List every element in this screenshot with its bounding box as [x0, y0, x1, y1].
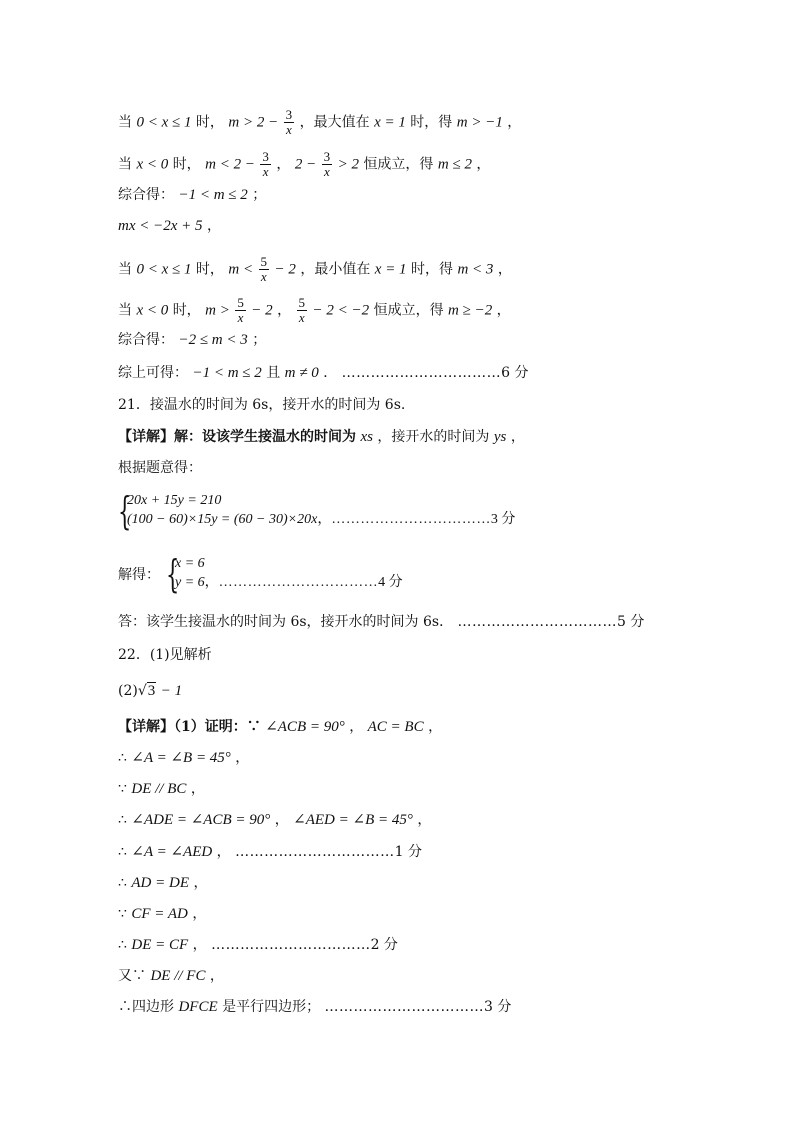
math: m < 3: [457, 261, 494, 278]
math: DFCE: [178, 999, 218, 1015]
fraction-denominator: x: [324, 164, 330, 179]
math: > 2: [337, 156, 359, 173]
fraction-numerator: 3: [323, 149, 331, 164]
score-label: 3 分: [490, 512, 516, 527]
solution-label-row: [118, 566, 160, 584]
fraction: [322, 150, 333, 179]
proof-step: [118, 998, 511, 1016]
fraction: [284, 108, 295, 137]
text: ，: [190, 781, 205, 797]
proof-step: [118, 749, 249, 767]
text: ，: [417, 812, 432, 828]
math: m ≤ 2: [437, 156, 472, 173]
proof-step: [118, 811, 431, 829]
text: ∴: [118, 875, 127, 891]
fraction: [260, 150, 271, 179]
line-inequality-mx: [118, 217, 221, 235]
math: DE // BC: [131, 781, 187, 797]
text: 又∵: [118, 968, 146, 984]
text: 当: [118, 302, 132, 319]
line-combined-1: [118, 186, 266, 204]
fraction-denominator: x: [260, 269, 267, 284]
question-22-part-2: [118, 682, 182, 700]
equation-system-1: [118, 489, 538, 533]
question-22-part-1: [118, 646, 212, 664]
text: 是平行四边形；: [222, 999, 321, 1015]
math: AD = DE: [131, 875, 189, 891]
text: ，: [274, 812, 289, 828]
math: ∠AED = ∠B = 45°: [293, 812, 413, 828]
line-case-x-lt-0-second: [118, 296, 511, 325]
fraction-numerator: 3: [285, 107, 293, 122]
equation-line-1: 20x + 15y = 210: [127, 493, 222, 508]
score-label: 6 分: [501, 365, 529, 381]
text: ，: [507, 114, 522, 131]
line-answer-21: [118, 613, 644, 631]
line-combined-2: [118, 331, 266, 349]
equation-system-2: [166, 552, 466, 596]
text: ∴: [118, 812, 127, 828]
text: 恒成立，得: [363, 156, 434, 173]
line-case-0-lt-x-le-1: [118, 108, 521, 137]
math: ∠ACB = 90°: [265, 719, 345, 735]
text: ，: [206, 218, 221, 234]
leader-dots: ……………………………: [211, 937, 371, 953]
math: − 2: [251, 302, 273, 319]
text: ，最小值在: [300, 261, 371, 278]
text: ，: [192, 906, 207, 922]
proof-step: [118, 936, 398, 954]
math: −2 ≤ m < 3: [178, 332, 248, 348]
text: 当: [118, 156, 132, 173]
proof-step: [118, 967, 224, 985]
line-detail-22: [118, 718, 442, 736]
text: 恒成立，得: [373, 302, 444, 319]
math: DE // FC: [150, 968, 206, 984]
math: 0 < x ≤ 1: [136, 261, 192, 278]
math: x < 0: [136, 302, 169, 319]
text: 且: [266, 365, 281, 381]
math: −1 < m ≤ 2: [178, 187, 248, 203]
leader-dots: ……………………………: [218, 575, 379, 590]
fraction-denominator: x: [237, 310, 244, 325]
math: m >: [205, 302, 230, 319]
math: − 1: [160, 683, 183, 699]
math: ∠ADE = ∠ACB = 90°: [131, 812, 271, 828]
score-label: 1 分: [394, 844, 422, 860]
text: 【详解】（1）证明：∵: [118, 719, 261, 735]
text: ，: [235, 750, 250, 766]
text: ∵: [118, 906, 127, 922]
proof-step: [118, 780, 205, 798]
math: 0 < x ≤ 1: [136, 114, 192, 131]
line-conclusion: [118, 364, 529, 382]
math: 2 −: [294, 156, 317, 173]
text: ，: [349, 719, 364, 735]
text: 答：该学生接温水的时间为 6s，接开水的时间为 6s．: [118, 614, 454, 630]
question-21-answer: [118, 396, 405, 414]
math: m <: [228, 261, 254, 278]
text: ，最大值在: [299, 114, 370, 131]
leader-dots: ……………………………: [235, 844, 395, 860]
leader-dots: ……………………………: [457, 614, 618, 630]
text: (2): [118, 683, 138, 699]
fraction-denominator: x: [298, 310, 305, 325]
text: 【详解】解：设该学生接温水的时间为: [118, 429, 356, 445]
math: DE = CF: [131, 937, 189, 953]
text: 根据题意得：: [118, 460, 202, 476]
text: 21．接温水的时间为 6s，接开水的时间为 6s.: [118, 397, 406, 413]
line-according: [118, 459, 202, 477]
text: ，: [192, 937, 207, 953]
line-case-x-lt-0: [118, 150, 490, 179]
sqrt-value: 3: [147, 683, 156, 699]
math: m > 2 −: [228, 114, 279, 131]
text: ；: [252, 332, 267, 348]
text: 22．(1)见解析: [118, 647, 212, 663]
brace-icon: {: [118, 489, 132, 533]
math: ∠A = ∠AED: [131, 844, 213, 860]
math: m ≥ −2: [448, 302, 493, 319]
text: 综合得：: [118, 187, 174, 203]
solution-y: y = 6: [175, 575, 205, 590]
fraction-denominator: x: [262, 164, 269, 179]
text: ，: [428, 719, 443, 735]
text: ，: [204, 575, 219, 590]
text: ，: [276, 156, 291, 173]
text: 当: [118, 114, 132, 131]
fraction-numerator: 5: [237, 295, 244, 310]
line-detail-21: [118, 428, 525, 446]
math: m > −1: [456, 114, 503, 131]
score-label: 5 分: [617, 614, 645, 630]
score-label: 4 分: [378, 575, 403, 590]
proof-step: [118, 843, 422, 861]
text: ；: [252, 187, 267, 203]
proof-step: [118, 905, 206, 923]
text: 时，: [172, 156, 201, 173]
text: 综合得：: [118, 332, 174, 348]
math: x < 0: [136, 156, 169, 173]
text: ∴: [118, 750, 127, 766]
text: ，: [497, 261, 512, 278]
math: m < 2 −: [205, 156, 255, 173]
score-label: 2 分: [370, 937, 398, 953]
math: −1 < m ≤ 2: [192, 365, 262, 381]
fraction: [297, 296, 308, 325]
text: 时，: [195, 114, 224, 131]
text: ∴: [118, 937, 127, 953]
text: ，: [317, 512, 332, 527]
math: − 2 < −2: [312, 302, 370, 319]
text: ．: [323, 365, 338, 381]
text: 解得：: [118, 567, 160, 583]
fraction-numerator: 5: [260, 254, 268, 269]
text: 时，: [195, 261, 224, 278]
fraction-denominator: x: [286, 122, 292, 137]
score-label: 3 分: [484, 999, 512, 1015]
leader-dots: ……………………………: [331, 512, 491, 527]
text: 当: [118, 261, 132, 278]
text: 综上可得：: [118, 365, 188, 381]
text: ∴四边形: [118, 999, 174, 1015]
solution-x: x = 6: [175, 556, 205, 571]
math: AC = BC: [367, 719, 424, 735]
equation-line-2: (100 − 60)×15y = (60 − 30)×20x: [127, 512, 318, 527]
math: CF = AD: [131, 906, 188, 922]
math: x = 1: [374, 261, 407, 278]
text: 时，得: [411, 261, 454, 278]
leader-dots: ……………………………: [341, 365, 502, 381]
fraction-numerator: 3: [262, 149, 269, 164]
math: ∠A = ∠B = 45°: [131, 750, 231, 766]
fraction-numerator: 5: [298, 295, 306, 310]
brace-icon: {: [166, 552, 180, 596]
math: mx < −2x + 5: [118, 218, 203, 234]
text: 时，: [172, 302, 201, 319]
line-case-0-lt-x-le-1-second: [118, 255, 512, 284]
math: m ≠ 0: [284, 365, 319, 381]
text: ，: [496, 302, 511, 319]
fraction: [259, 255, 270, 284]
math: xs: [360, 429, 373, 445]
proof-step: [118, 874, 207, 892]
fraction: [235, 296, 246, 325]
text: ，: [216, 844, 231, 860]
text: ，: [209, 968, 224, 984]
math: x = 1: [374, 114, 406, 131]
text: ，: [277, 302, 292, 319]
text: ∵: [118, 781, 127, 797]
sqrt-icon: √: [137, 683, 147, 699]
text: 时，得: [410, 114, 453, 131]
text: ，: [193, 875, 208, 891]
text: ，接开水的时间为: [377, 429, 490, 445]
math: − 2: [274, 261, 296, 278]
text: ，: [476, 156, 491, 173]
text: ，: [510, 429, 525, 445]
leader-dots: ……………………………: [324, 999, 485, 1015]
math: ys: [493, 429, 507, 445]
text: ∴: [118, 844, 127, 860]
